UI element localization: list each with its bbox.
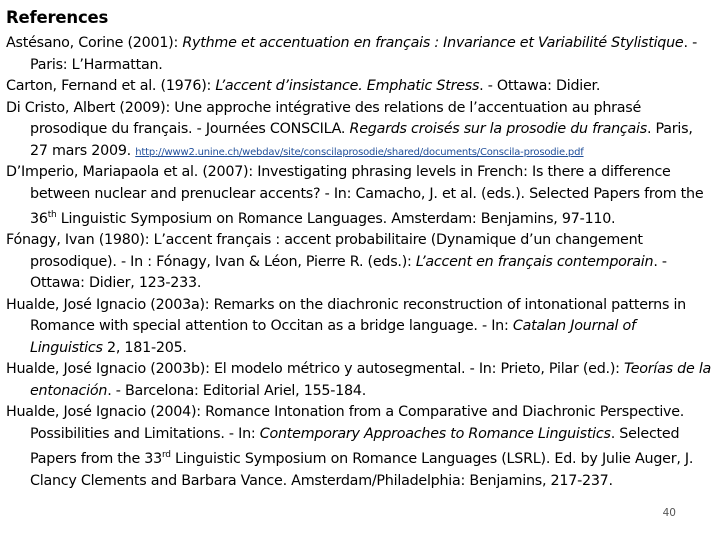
ref-text: Di Cristo, Albert (2009): Une approche intégrative des relations de l’accentuation au phrasé prosodique du français. - Journées CONSCILA. xyxy=(6,99,642,137)
ref-title: Rythme et accentuation en français : Invariance et Variabilité Stylistique xyxy=(182,35,684,51)
ref-title: Catalan Journal of Linguistics xyxy=(30,318,636,356)
ref-text: . - Ottawa: Didier. xyxy=(479,78,601,94)
reference-entry xyxy=(6,295,712,360)
ref-title: L’accent en français contemporain xyxy=(415,253,654,270)
ref-text: Fónagy, Ivan (1980): L’accent français : accent probabilitaire (Dynamique d’un changement prosodique). - In : Fónagy, Ivan & Léon, Pierre R. (eds.): xyxy=(6,232,643,270)
reference-entry xyxy=(6,98,712,163)
ref-text: . Paris, 27 mars 2009. xyxy=(30,121,693,159)
page-number: 40 xyxy=(662,507,676,519)
ref-text: Hualde, José Ignacio (2003a): Remarks on the diachronic reconstruction of intonational patterns in Romance with special attention to Occitan as a bridge language. - In: xyxy=(6,296,686,335)
ref-text: . Selected Papers from the 33 xyxy=(30,425,680,468)
ref-text: . - Barcelona: Editorial Ariel, 155-184. xyxy=(107,382,367,399)
reference-entry xyxy=(6,33,712,76)
reference-entry xyxy=(6,402,712,492)
ref-text: Linguistic Symposium on Romance Languages (LSRL). Ed. by Julie Auger, J. Clancy Clements and Barbara Vance. Amsterdam/Philadelphia: Benjamins, 217-237. xyxy=(30,451,694,489)
ref-title: Teorías de la entonación xyxy=(30,361,712,399)
ref-text: Hualde, José Ignacio (2003b): El modelo métrico y autosegmental. - In: Prieto, Pilar (ed.): xyxy=(6,361,625,378)
reference-entry xyxy=(6,230,712,295)
ref-text: D’Imperio, Mariapaola et al. (2007): Investigating phrasing levels in French: Is there a difference between nuclear and prenuclear accents? - In: Camacho, J. et al. (eds.). Selected Papers from the 36 xyxy=(6,164,704,227)
ref-title: Contemporary Approaches to Romance Linguistics xyxy=(259,425,611,442)
ref-text: Linguistic Symposium on Romance Languages. Amsterdam: Benjamins, 97-110. xyxy=(56,210,616,227)
ref-superscript: rd xyxy=(162,450,171,461)
ref-text: Astésano, Corine (2001): xyxy=(6,35,183,51)
ref-text: Hualde, José Ignacio (2004): Romance Intonation from a Comparative and Diachronic Perspective. Possibilities and Limitations. - In: xyxy=(6,404,685,442)
reference-url-link[interactable]: http://www2.unine.ch/webdav/site/conscilaprosodie/shared/documents/Conscila-prosodie.pdf xyxy=(135,146,584,158)
ref-text: Carton, Fernand et al. (1976): xyxy=(6,78,216,94)
reference-entry xyxy=(6,359,712,402)
ref-text: 2, 181-205. xyxy=(102,339,187,356)
ref-title: L’accent d’insistance. Emphatic Stress xyxy=(215,78,480,94)
reference-list xyxy=(6,33,712,492)
references-heading: References xyxy=(6,8,109,27)
reference-entry xyxy=(6,162,712,230)
ref-text: . - Paris: L’Harmattan. xyxy=(30,35,697,73)
reference-entry xyxy=(6,76,712,98)
ref-text: . - Ottawa: Didier, 123-233. xyxy=(30,253,667,292)
ref-superscript: th xyxy=(47,210,57,220)
ref-title: Regards croisés sur la prosodie du français xyxy=(349,121,647,137)
